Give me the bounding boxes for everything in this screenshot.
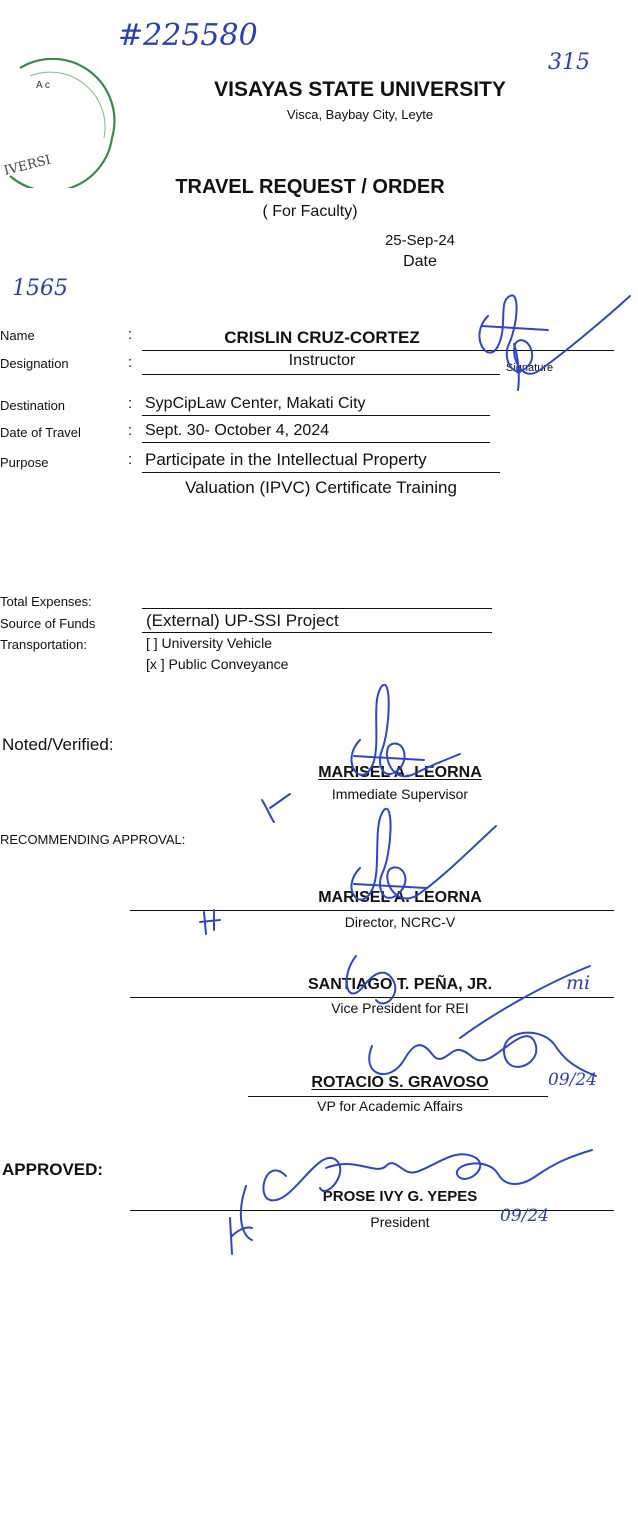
- destination-line: [142, 415, 490, 416]
- rec1-name: MARISEL A. LEORNA: [318, 889, 482, 906]
- designation-line: [142, 374, 500, 375]
- form-title: TRAVEL REQUEST / ORDER: [175, 176, 445, 198]
- purpose-line-1: Participate in the Intellectual Property: [145, 450, 427, 469]
- requester-signature: [458, 286, 638, 396]
- purpose-line-2: Valuation (IPVC) Certificate Training: [185, 478, 457, 497]
- approved-label: APPROVED:: [2, 1160, 104, 1179]
- corner-number: 315: [548, 50, 590, 75]
- noted-initial-mark: [256, 790, 296, 826]
- date-of-travel-line: [142, 442, 490, 443]
- noted-title: Immediate Supervisor: [331, 786, 469, 802]
- date-of-travel-value: Sept. 30- October 4, 2024: [145, 422, 330, 439]
- designation-value: Instructor: [288, 352, 356, 369]
- designation-label: Designation: [0, 356, 69, 371]
- purpose-underline-1: [142, 472, 500, 473]
- total-expenses-line: [142, 608, 492, 609]
- rec2-name: SANTIAGO T. PEÑA, JR.: [307, 976, 493, 993]
- date-label: Date: [403, 253, 437, 270]
- rec2-title: Vice President for REI: [331, 1000, 469, 1016]
- university-name: VISAYAS STATE UNIVERSITY: [214, 78, 506, 101]
- rec3-date: 09/24: [548, 1070, 597, 1090]
- approver-initial-mark: [218, 1214, 258, 1258]
- approver-title: President: [370, 1214, 430, 1230]
- purpose-colon: :: [128, 451, 133, 468]
- name-value: CRISLIN CRUZ-CORTEZ: [224, 328, 420, 347]
- destination-label: Destination: [0, 398, 66, 413]
- noted-signature: [320, 670, 470, 810]
- rec1-signature: [320, 790, 500, 930]
- svg-text:IVERSI: IVERSI: [2, 152, 53, 179]
- rec3-name: ROTACIO S. GRAVOSO: [311, 1074, 489, 1091]
- form-subtitle: ( For Faculty): [262, 203, 358, 220]
- signature-label: Signature: [506, 362, 554, 374]
- date-of-travel-colon: :: [128, 422, 133, 439]
- svg-text:A c: A c: [36, 80, 50, 91]
- name-colon: :: [128, 326, 133, 343]
- recommending-approval-label: RECOMMENDING APPROVAL:: [0, 832, 186, 847]
- source-of-funds-label: Source of Funds: [0, 616, 96, 631]
- rec3-line: [248, 1096, 548, 1097]
- destination-value: SypCipLaw Center, Makati City: [145, 395, 366, 412]
- transport-university-vehicle: [ ] University Vehicle: [146, 635, 273, 651]
- university-address: Visca, Baybay City, Leyte: [286, 107, 434, 122]
- reference-number: #225580: [118, 18, 258, 53]
- margin-number: 1565: [12, 276, 68, 301]
- rec1-title: Director, NCRC-V: [344, 914, 456, 930]
- transport-public-conveyance: [x ] Public Conveyance: [146, 656, 289, 672]
- date-value: 25-Sep-24: [384, 232, 456, 249]
- date-of-travel-label: Date of Travel: [0, 425, 81, 440]
- purpose-label: Purpose: [0, 455, 49, 470]
- rec3-title: VP for Academic Affairs: [317, 1098, 463, 1114]
- designation-colon: :: [128, 354, 133, 371]
- source-of-funds-value: (External) UP-SSI Project: [146, 611, 339, 630]
- name-label: Name: [0, 328, 35, 343]
- rec2-initials: mi: [566, 972, 591, 994]
- total-expenses-label: Total Expenses:: [0, 594, 92, 609]
- rec1-initial-mark: [196, 908, 226, 938]
- approver-name: PROSE IVY G. YEPES: [322, 1188, 478, 1205]
- noted-verified-label: Noted/Verified:: [2, 735, 114, 754]
- transportation-label: Transportation:: [0, 637, 87, 652]
- source-of-funds-line: [142, 632, 492, 633]
- university-seal: [0, 58, 120, 188]
- destination-colon: :: [128, 395, 133, 412]
- approver-date: 09/24: [500, 1206, 549, 1226]
- approver-signature: [226, 1116, 606, 1256]
- noted-name: MARISEL A. LEORNA: [318, 764, 482, 781]
